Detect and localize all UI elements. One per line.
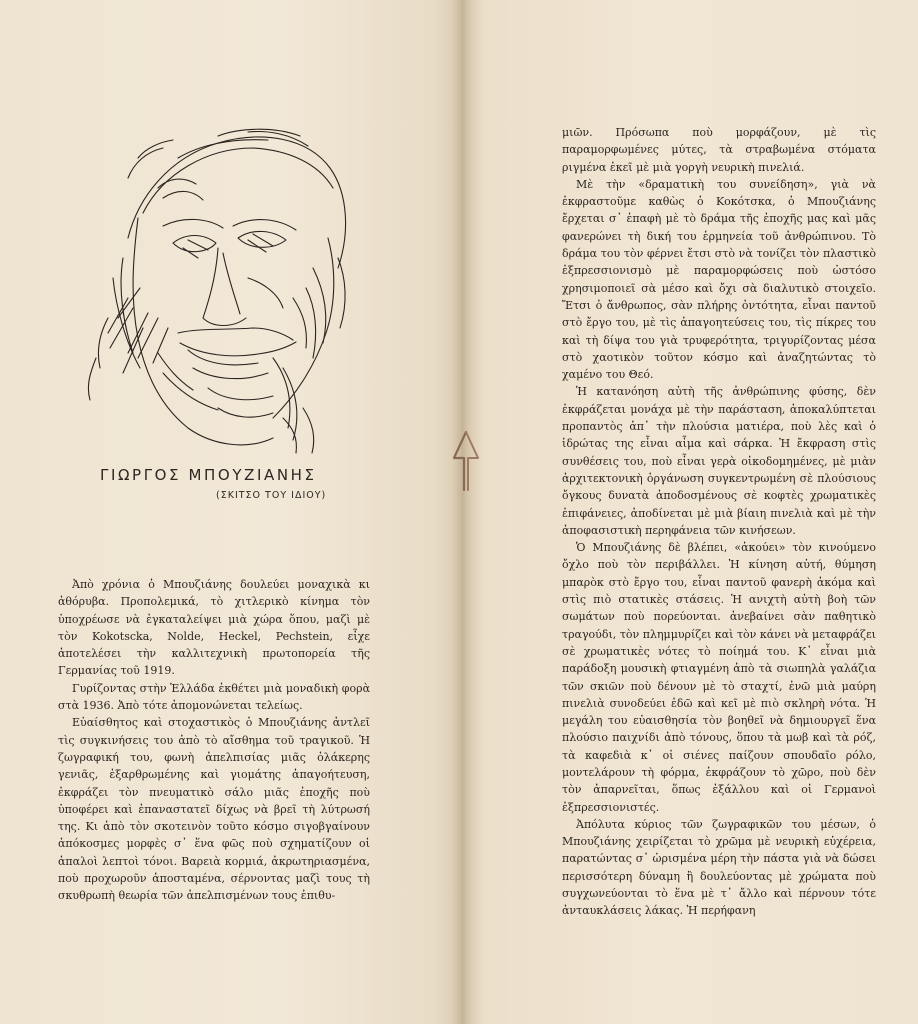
right-page (462, 0, 918, 1024)
right-body-text (562, 124, 876, 920)
paragraph: Ἀπόλυτα κύριος τῶν ζωγραφικῶν του μέσων, ὁ Μπουζιάνης χειρίζεται τὸ χρῶμα μὲ νευρικὴ εὐχέρεια, παρατώντας σ᾿ ὡρισμένα μέρη τὴν πάστα γιὰ νὰ δώσει περισσότερη δύναμη ἢ δουλεύοντας μὲ χρώματα ποὺ συγχωνεύονται τὸ ἕνα μὲ τ᾿ ἄλλο καὶ πέρνουν τότε ἀνταυκλάσεις λάκας. Ἡ περήφανη (562, 817, 876, 918)
binding-gutter (452, 0, 474, 1024)
caption-sketch-note: (ΣΚΙΤΣΟ ΤΟΥ ΙΔΙΟΥ) (216, 490, 327, 501)
paragraph: Γυρίζοντας στὴν Ἑλλάδα ἐκθέτει μιὰ μοναδικὴ φορὰ στὰ 1936. Ἀπὸ τότε ἀπομονώνεται τελείως. (58, 681, 370, 713)
paragraph: Ὁ Μπουζιάνης δὲ βλέπει, «ἀκούει» τὸν κινούμενο ὄχλο ποὺ τὸν περιβάλλει. Ἡ κίνηση αὐτή, θύμηση μπαρὸκ στὸ ἔργο του, εἶναι παντοῦ φανερὴ ἀκόμα καὶ στὶς πιὸ στατικὲς στάσεις. Ἡ ανιχτὴ αὐτὴ βοὴ τῶν σωμάτων ποὺ πορεύονται. ἀνεβαίνει σὰν παθητικὸ τραγούδι, τὸν πλημμυρίζει καὶ τὸν κάνει νὰ μεταφράζει σὲ χρωματικὲς νότες τὸ ποίημά του. Κ᾿ εἶναι μιὰ παράδοξη μουσικὴ φτιαγμένη ἀπὸ τὰ σιωπηλὰ γαλάζια τῶν σκιῶν ποὺ δένουν μὲ τὸ σταχτί, ἐνῶ μιὰ μαύρη πινελιὰ συνοδεύει ἐδῶ καὶ κεῖ μὲ πιὸ σκληρὴ νότα. Ἡ μεγάλη του εὐαισθησία τὸν βοηθεῖ νὰ δημιουργεῖ ἕνα πλούσιο παιχνίδι ἀπὸ τόνους, ὅπου τὰ μωβ καὶ τὰ ρόζ, τὰ καφεδιὰ κ᾿ οἱ σιένες παίζουν σπουδαῖο ρόλο, μοντελάρουν τὴ φόρμα, ἐκφράζουν τὸ χῶρο, ποὺ δὲν τὸν ἀπαρνεῖται, ὅπως ἐξάλλου καὶ οἱ Γερμανοὶ ἐξπρεσσιονιστές. (562, 541, 876, 814)
paragraph: Ἀπὸ χρόνια ὁ Μπουζιάνης δουλεύει μοναχικὰ κι ἀθόρυβα. Προπολεμικά, τὸ χιτλερικὸ κίνημα τὸν ὑποχρέωσε νὰ ἐγκαταλείψει μιὰ χώρα ὅπου, μαζὶ μὲ τὸν Kokotscka, Nolde, Heckel, Pechstein, εἶχε ἀποτελέσει τὴν καλλιτεχνικὴ πρωτοπορεία τῆς Γερμανίας τοῦ 1919. (58, 578, 370, 678)
paragraph: Εὐαίσθητος καὶ στοχαστικὸς ὁ Μπουζιάνης ἀντλεῖ τὶς συγκινήσεις του ἀπὸ τὸ αἴσθημα τοῦ τραγικοῦ. Ἡ ζωγραφική του, φωνὴ ἀπελπισίας μιᾶς ὁλάκερης γενιᾶς, ἐξαρθρωμένης καὶ γιομάτης ἀπαγοήτευση, ἐκφράζει τὸν πνευματικὸ σάλο μιᾶς ἐποχῆς ποὺ ὑποφέρει καὶ ἐπαναστατεῖ δίχως νὰ βρεῖ τὴ λύτρωσή της. Κι ἀπὸ τὸν σκοτεινὸν τοῦτο κόσμο σιγοβγαίνουν ἀπόκοσμες μορφὲς σ᾿ ἕνα φῶς ποὺ σχηματίζουν οἱ ἁπαλοὶ λεπτοὶ τόνοι. Βαρειὰ κορμιά, ἀκρωτηριασμένα, ποὺ προχωροῦν ἀποσταμένα, σέρνοντας μαζὶ τους τὴ σκυθρωπὴ θεωρία τῶν ἀπελπισμένων τους ἐπιθυ- (58, 716, 370, 903)
paragraph: μιῶν. Πρόσωπα ποὺ μορφάζουν, μὲ τὶς παραμορφωμένες μύτες, τὰ στραβωμένα στόματα ριγμένα ἐκεῖ μὲ μιὰ γοργὴ νευρικὴ πινελιά. (562, 126, 876, 174)
binding-staple (446, 428, 486, 494)
left-body-text (58, 576, 370, 905)
caption-artist-name: ΓΙΩΡΓΟΣ ΜΠΟΥΖΙΑΝΗΣ (100, 466, 317, 484)
paragraph: Μὲ τὴν «δραματικὴ του συνείδηση», γιὰ νὰ ἐκφραστοῦμε καθὼς ὁ Κοκότσκα, ὁ Μπουζιάνης ἔρχεται σ᾿ ἐπαφὴ μὲ τὸ δράμα τῆς ἐποχῆς μας καὶ μᾶς φανερώνει τὴ δική του ἑρμηνεία τοῦ ἀνθρώπινου. Τὸ δράμα του τὸν φέρνει ἔτσι στὸ νὰ τονίζει τὸν πλαστικὸ ἐξπρεσσιονισμὸ μὲ παραμορφώσεις ποὺ ὡστόσο χρησιμοποιεῖ σὰ μέσο καὶ ὄχι σὰ διαλυτικὸ στοιχεῖο. Ἔτσι ὁ ἄνθρωπος, σὰν πλήρης ὀντότητα, εἶναι παντοῦ στὸ ἔργο του, μὲ τὶς ἀπαγοητεύσεις του, τὶς πίκρες του καὶ τὴ δίψα του γιὰ τρυφερότητα, τριγυρίζοντας μέσα στὸ χαοτικὸν τοῦτον κόσμο καὶ ἀναζητώντας τὸ χαμένο του Θεό. (562, 177, 876, 382)
paragraph: Ἡ κατανόηση αὐτὴ τῆς ἀνθρώπινης φύσης, δὲν ἐκφράζεται μονάχα μὲ τὴν παράσταση, ἀποκαλύπτεται προπαντὸς ἀπ᾿ τὴν πλούσια ματιέρα, ποὺ λὲς καὶ ὁ ἱδρώτας της εἶναι αἷμα καὶ σάρκα. Ἡ ἔκφραση στὶς συνθέσεις του, ποὺ εἶναι γερὰ οἰκοδομημένες, μὲ μιὰν ἀρχιτεκτονικὴ ὀργάνωση συγκεντρωμένη σὲ πλούσιους ὄγκους δυνατὰ ἀποδοσμένους σὲ κοφτὲς χρωματικὲς ἐπιφάνειες, ἀποδίνεται μὲ μιὰ βίαιη πινελιὰ καὶ μὲ τὴν ἀποφασιστικὴ περηφάνεια τῶν κινήσεων. (562, 385, 876, 537)
portrait-sketch (68, 118, 368, 458)
